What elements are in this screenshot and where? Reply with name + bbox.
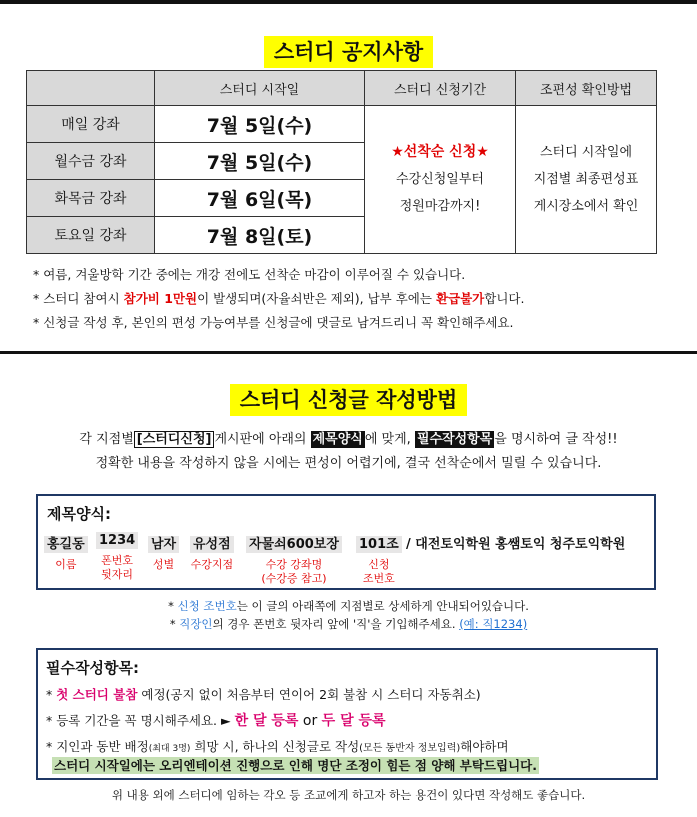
table-corner bbox=[27, 71, 155, 106]
notice-table bbox=[26, 70, 657, 254]
worker-highlight: 직장인 bbox=[179, 617, 213, 631]
no-refund-highlight: 환급불가 bbox=[435, 291, 485, 306]
orientation-notice: 스터디 시작일에는 오리엔테이션 진행으로 인해 명단 조정이 힘든 점 양해 부탁드립니다. bbox=[54, 758, 537, 773]
format-piece-course: 자물쇠600보장 수강 강좌명 (수강증 참고) bbox=[246, 533, 342, 586]
required-items-box bbox=[36, 648, 658, 780]
fee-highlight: 참가비 1만원 bbox=[123, 291, 198, 306]
format-piece-phone: 1234 폰번호 뒷자리 bbox=[96, 533, 138, 582]
board-tag: [스터디신청] bbox=[134, 431, 215, 448]
row-label-tthf: 화목금 강좌 bbox=[27, 180, 155, 217]
check-line3: 게시장소에서 확인 bbox=[533, 199, 639, 214]
row-label-daily: 매일 강좌 bbox=[27, 106, 155, 143]
notice-notes bbox=[33, 263, 524, 335]
required-item-1: * 첫 스터디 불참 예정(공지 없이 처음부터 연이어 2회 불참 시 스터디 자동취소) bbox=[46, 687, 481, 702]
format-tail: / 대전토익학원 홍쌤토익 청주토익학원 bbox=[406, 537, 626, 552]
row-date-tthf: 7월 6일(목) bbox=[155, 180, 365, 217]
period-line2: 수강신청일부터 bbox=[396, 172, 484, 187]
required-item-3: * 지인과 동반 배정(최대 3명) 희망 시, 하나의 신청글로 작성(모든 동반자 정보입력)해야하며 bbox=[46, 739, 509, 754]
col-header-start: 스터디 시작일 bbox=[155, 71, 365, 106]
intro-line1 bbox=[0, 428, 697, 452]
intro-line2: 정확한 내용을 작성하지 않을 시에는 편성이 어렵기에, 결국 선착순에서 밀릴 수 있습니다. bbox=[95, 456, 602, 471]
format-piece-group: 101조 신청 조번호 bbox=[356, 533, 402, 586]
row-date-mwf: 7월 5일(수) bbox=[155, 143, 365, 180]
notice-title: 스터디 공지사항 bbox=[0, 36, 697, 66]
note-2 bbox=[33, 287, 524, 311]
format-footnote-1: * 신청 조번호는 이 글의 아래쪽에 지점별로 상세하게 안내되어있습니다. bbox=[168, 599, 529, 613]
required-items-header: 필수작성항목: bbox=[46, 659, 139, 677]
intro-text-b: 게시판에 아래의 bbox=[214, 432, 311, 447]
note-2-text-c: 이 발생되며(자율쇠반은 제외), 납부 후에는 bbox=[197, 291, 436, 306]
worker-example: (예: 직1234) bbox=[459, 617, 528, 631]
format-piece-name: 홍길동 이름 bbox=[44, 533, 88, 572]
signup-period-cell bbox=[365, 106, 516, 254]
first-come-label: ★선착순 신청★ bbox=[391, 144, 489, 160]
bottom-note: 위 내용 외에 스터디에 임하는 각오 등 조교에게 하고자 하는 용건이 있다면 작성해도 좋습니다. bbox=[111, 788, 586, 802]
note-2-text-a: * 스터디 참여시 bbox=[33, 291, 124, 306]
period-line3: 정원마감까지! bbox=[399, 199, 481, 214]
howto-intro bbox=[0, 428, 697, 476]
format-piece-branch: 유성점 수강지점 bbox=[190, 537, 234, 571]
two-month-option: 두 달 등록 bbox=[321, 713, 386, 729]
top-border bbox=[0, 0, 697, 4]
title-format-box bbox=[36, 494, 656, 590]
one-month-option: 한 달 등록 bbox=[234, 713, 299, 729]
intro-text-a: 각 지점별 bbox=[79, 432, 134, 447]
note-3: * 신청글 작성 후, 본인의 편성 가능여부를 신청글에 댓글로 남겨드리니 꼭 확인해주세요. bbox=[33, 315, 514, 330]
col-header-check: 조편성 확인방법 bbox=[516, 71, 657, 106]
note-2-text-e: 합니다. bbox=[484, 291, 525, 306]
check-line2: 지점별 최종편성표 bbox=[533, 172, 639, 187]
group-number-highlight: 신청 조번호 bbox=[177, 599, 237, 613]
howto-title: 스터디 신청글 작성방법 bbox=[0, 384, 697, 414]
col-header-period: 스터디 신청기간 bbox=[365, 71, 516, 106]
intro-text-d: 을 명시하여 글 작성!! bbox=[494, 432, 618, 447]
title-format-tag: 제목양식 bbox=[312, 432, 363, 447]
note-1: * 여름, 겨울방학 기간 중에는 개강 전에도 선착순 마감이 이루어질 수 있습니다. bbox=[33, 267, 466, 282]
section-divider bbox=[0, 351, 697, 354]
row-label-mwf: 월수금 강좌 bbox=[27, 143, 155, 180]
row-date-sat: 7월 8일(토) bbox=[155, 217, 365, 254]
first-absence-highlight: 첫 스터디 불참 bbox=[56, 687, 138, 702]
intro-text-c: 에 맞게, bbox=[364, 432, 415, 447]
format-piece-gender: 남자 성별 bbox=[148, 533, 179, 572]
required-item-2: * 등록 기간을 꼭 명시해주세요. ► 한 달 등록 or 두 달 등록 bbox=[46, 713, 386, 729]
title-format-header: 제목양식: bbox=[47, 505, 111, 523]
check-line1: 스터디 시작일에 bbox=[539, 145, 633, 160]
format-footnote-2: * 직장인의 경우 폰번호 뒷자리 앞에 '직'을 기입해주세요. (예: 직1234) bbox=[169, 617, 528, 631]
row-date-daily: 7월 5일(수) bbox=[155, 106, 365, 143]
check-method-cell bbox=[516, 106, 657, 254]
required-items-tag: 필수작성항목 bbox=[416, 432, 493, 447]
row-label-sat: 토요일 강좌 bbox=[27, 217, 155, 254]
